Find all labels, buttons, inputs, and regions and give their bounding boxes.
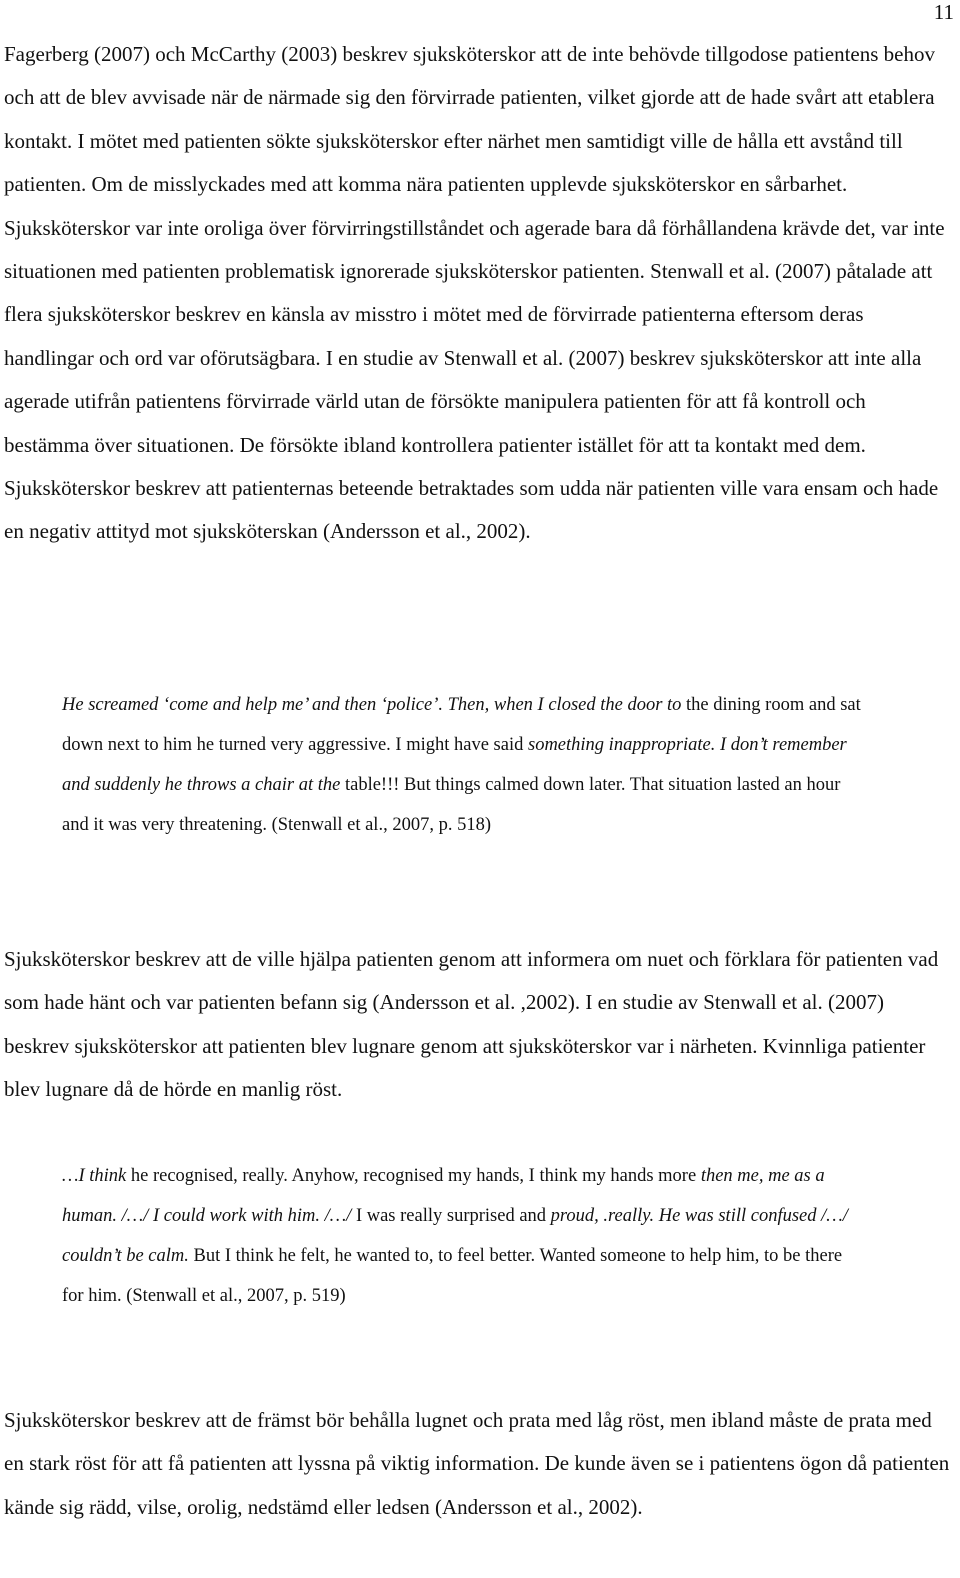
quote-2-italic-part-1: …I think [62, 1166, 127, 1186]
body-paragraph-1: Fagerberg (2007) och McCarthy (2003) beskrev sjuksköterskor att de inte behövde tillgodose patientens behov och att de blev avvisade när de närmade sig den förvirrade patienten, vilket gjorde att de hade svårt att etablera kontakt. I mötet med patienten sökte sjuksköterskor efter närhet men samtidigt ville de hålla ett avstånd till patienten. Om de misslyckades med att komma nära patienten upplevde sjuksköterskor en sårbarhet. Sjuksköterskor var inte oroliga över förvirringstillståndet och agerade bara då förhållandena krävde det, var inte situationen med patienten problematisk ignorerade sjuksköterskor patienten. Stenwall et al. (2007) påtalade att flera sjuksköterskor beskrev en känsla av misstro i mötet med de förvirrade patienterna eftersom deras handlingar och ord var oförutsägbara. I en studie av Stenwall et al. (2007) beskrev sjuksköterskor att inte alla agerade utifrån patientens förvirrade värld utan de försökte manipulera patienten för att få kontroll och bestämma över situationen. De försökte ibland kontrollera patienter istället för att ta kontakt med dem. Sjuksköterskor beskrev att patienternas beteende betraktades som udda när patienten ville vara ensam och hade en negativ attityd mot sjuksköterskan (Andersson et al., 2002). [4, 42, 945, 544]
body-paragraph-3: Sjuksköterskor beskrev att de främst bör behålla lugnet och prata med låg röst, men ibland måste de prata med en stark röst för att få patienten att lyssna på viktig information. De kunde även se i patientens ögon då patienten kände sig rädd, vilse, orolig, nedstämd eller ledsen (Andersson et al., 2002). [4, 1408, 950, 1519]
page-number: 11 [933, 0, 954, 24]
body-paragraph-2: Sjuksköterskor beskrev att de ville hjälpa patienten genom att informera om nuet och förklara för patienten vad som hade hänt och var patienten befann sig (Andersson et al. ,2002). I en studie av Stenwall et al. (2007) beskrev sjuksköterskor att patienten blev lugnare genom att sjuksköterskor var i närheten. Kvinnliga patienter blev lugnare då de hörde en manlig röst. [4, 947, 939, 1102]
quote-1-normal-part-1: the dining room and sat down next to him he turned very aggressive. I might have said [62, 695, 861, 755]
block-quote-2 [62, 1156, 862, 1316]
quote-1-italic-part-2: something inappropriate. I don’t remember and suddenly he throws a chair at the [62, 735, 847, 795]
quote-2-normal-part-1: he recognised, really. Anyhow, recognised my hands, I think my hands more [126, 1166, 701, 1186]
quote-2-normal-part-3: But I think he felt, he wanted to, to feel better. Wanted someone to help him, to be there for him. (Stenwall et al., 2007, p. 519) [62, 1246, 843, 1306]
block-quote-1 [62, 685, 862, 845]
quote-1-italic-part-1: He screamed ‘come and help me’ and then ‘police’. Then, when I closed the door to [62, 695, 682, 715]
quote-2-italic-part-2: then me, me as a human. /…/ I could work with him. /…/ [62, 1166, 825, 1226]
quote-2-italic-part-3: proud, .really. He was still confused /…/ couldn’t be calm. [62, 1206, 848, 1266]
quote-2-normal-part-2: I was really surprised and [351, 1206, 551, 1226]
quote-1-normal-part-2: table!!! But things calmed down later. That situation lasted an hour and it was very threatening. (Stenwall et al., 2007, p. 518) [62, 775, 841, 835]
